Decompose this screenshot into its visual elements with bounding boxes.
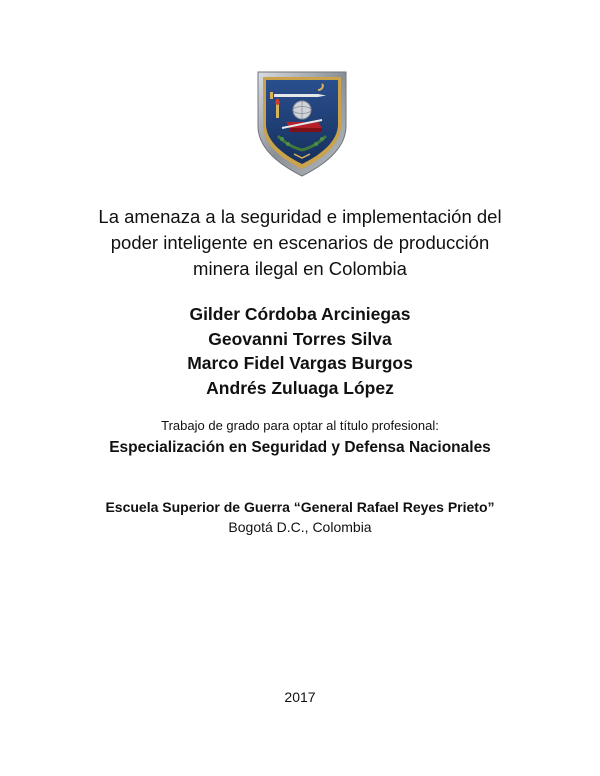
publication-year: 2017 [284, 689, 316, 705]
institution-name: Escuela Superior de Guerra “General Rafael Reyes Prieto” [105, 499, 495, 515]
author-name: Geovanni Torres Silva [208, 328, 392, 349]
title-line: minera ilegal en Colombia [193, 258, 407, 279]
title-line: La amenaza a la seguridad e implementación del [98, 206, 502, 227]
author-name: Marco Fidel Vargas Burgos [187, 353, 413, 373]
title-line: poder inteligente en escenarios de producción [110, 232, 490, 253]
degree-intro: Trabajo de grado para optar al título profesional: [161, 418, 439, 433]
institution-city: Bogotá D.C., Colombia [228, 519, 372, 535]
shield-crest-icon [256, 70, 348, 178]
document-title [0, 204, 600, 282]
author-name: Gilder Córdoba Arciniegas [189, 304, 411, 324]
degree-name: Especialización en Seguridad y Defensa Nacionales [109, 439, 491, 456]
author-name: Andrés Zuluaga López [206, 377, 394, 398]
author-list [0, 302, 600, 400]
